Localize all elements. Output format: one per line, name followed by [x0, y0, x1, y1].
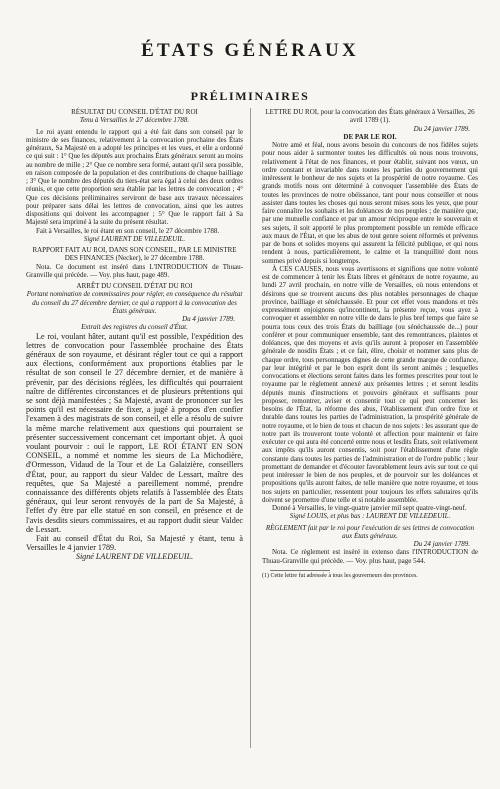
- decree-1-signature: Signé LAURENT DE VILLEDEUIL.: [83, 234, 186, 243]
- reglement-note: Nota. Ce règlement est inséré in extenso dans l'INTRODUCTION de Thuau-Granville qui précède. — Voy. plus haut, page 544.: [262, 548, 478, 565]
- letter-signature: Signé LOUIS, et plus bas : LAURENT DE VILLEDEUIL.: [289, 512, 451, 521]
- arret-subtitle: Portant nomination de commissaires pour régler, en conséquence du résultat du conseil du 27 décembre dernier, ce qui a rapport à la convocation des États généraux.: [26, 290, 243, 315]
- decree-1-closing: Fait à Versailles, le roi étant en son conseil, le 27 décembre 1788.: [36, 226, 220, 235]
- arret-date: Du 4 janvier 1789.: [182, 315, 235, 323]
- arret-extract: Extrait des registres du conseil d'État.: [81, 323, 188, 332]
- letter-by-king: DE PAR LE ROI.: [343, 132, 397, 141]
- arret-heading: ARRÊT DU CONSEIL D'ÉTAT DU ROI: [76, 282, 193, 290]
- column-divider: [250, 108, 251, 748]
- decree-1-body: Le roi ayant entendu le rapport qui a été fait dans son conseil par le ministre de ses finances, relativement à la convocation prochaine des États généraux, Sa Majesté en a adopté les principes et les vues, et elle a ordonné ce qui suit : 1° Que les députés aux prochains États généraux seront au moins au nombre de mille ; 2° Que ce nombre sera formé, autant qu'il sera possible, en raison composée de la population et des contributions de chaque bailliage ; 3° Que le nombre des députés du tiers-état sera égal à celui des deux ordres réunis, et que cette proportion sera établie par les lettres de convocation ; 4° Que ces décisions préliminaires serviront de base aux travaux nécessaires pour préparer sans délai les lettres de convocation, ainsi que les autres dispositions qui doivent les accompagner ; 5° Que le rapport fait à Sa Majesté sera imprimé à la suite du présent résultat.: [26, 127, 243, 227]
- footnote: (1) Cette lettre fut adressée à tous les gouverneurs des provinces.: [262, 572, 418, 579]
- arret-closing: Fait au conseil d'État du Roi, Sa Majesté y étant, tenu à Versailles le 4 janvier 1789.: [26, 533, 243, 553]
- letter-date: Du 24 janvier 1789.: [413, 124, 470, 133]
- arret-body: Le roi, voulant hâter, autant qu'il est possible, l'expédition des lettres de convocation pour l'assemblée prochaine des États généraux de son royaume, et désirant régler tout ce qui a rapport aux élections, conformément aux proportions établies par le résultat de son conseil le 27 décembre dernier, et de manière à prévenir, par des décisions réglées, les difficultés qui pourraient naître de différentes circonstances et de plusieurs prétentions qui se sont déjà manifestées ; Sa Majesté, avant de prononcer sur les points qu'il est nécessaire de fixer, a jugé à propos d'en confier l'examen à des magistrats de son conseil, et elle a résolu de suivre la même marche relativement aux questions qui pourraient se présenter successivement concernant cet important objet. À quoi voulant pourvoir : ouï le rapport, LE ROI ÉTANT EN SON CONSEIL, a nommé et nomme les sieurs de La Michodière, d'Ormesson, Vidaud de la Tour et de La Galaizière, conseillers d'État, pour, au rapport du sieur Valdec de Lessart, maître des requêtes, que Sa Majesté a pareillement nommé, prendre connaissance des différents objets relatifs à l'assemblée des États généraux, qui leur seront renvoyés de la part de Sa Majesté, à l'effet d'y être par elle statué en son conseil, en présence et de l'avis desdits sieurs commissaires, et au rapport dudit sieur Valdec de Lessart.: [26, 331, 243, 534]
- footnote-rule: [270, 570, 330, 571]
- right-column: [262, 108, 478, 580]
- letter-body-1: Notre amé et féal, nous avons besoin du concours de nos fidèles sujets pour nous aider à surmonter toutes les difficultés où nous nous trouvons, relativement à l'état de nos finances, et pour établir, suivant nos vœux, un ordre constant et invariable dans toutes les parties du gouvernement qui intéressent le bonheur de nos sujets et la prospérité de notre royaume. Ces grands motifs nous ont déterminé à convoquer l'assemblée des États de toutes les provinces de notre obéissance, tant pour nous conseiller et nous assister dans toutes les choses qui nous seront mises sous les yeux, que pour faire connaître les souhaits et les doléances de nos peuples ; de manière que, par une mutuelle confiance et par un amour réciproque entre le souverain et ses sujets, il soit apporté le plus promptement possible un remède efficace aux maux de l'État, et que les abus de tout genre soient réformés et prévenus par de bons et solides moyens qui assurent la félicité publique, et qui nous rendent à nous, particulièrement, le calme et la tranquillité dont nous sommes privé depuis si longtemps.: [262, 141, 478, 265]
- report-heading: RAPPORT FAIT AU ROI, DANS SON CONSEIL, PAR LE MINISTRE DES FINANCES (Necker), le 27 décembre 1788.: [32, 246, 237, 263]
- left-column: [26, 108, 243, 562]
- page-title: ÉTATS GÉNÉRAUX: [141, 40, 359, 61]
- arret-signature: Signé LAURENT DE VILLEDEUIL.: [75, 552, 194, 562]
- letter-heading: LETTRE DU ROI, pour la convocation des États généraux à Versailles, 26 avril 1789 (1).: [265, 108, 475, 125]
- decree-1-heading: RÉSULTAT DU CONSEIL D'ÉTAT DU ROI: [71, 108, 198, 116]
- decree-1-date: Tenu à Versailles le 27 décembre 1788.: [79, 116, 190, 125]
- letter-closing: Donné à Versailles, le vingt-quatre janvier mil sept quatre-vingt-neuf.: [272, 504, 467, 512]
- reglement-date: Du 24 janvier 1789.: [413, 540, 470, 548]
- report-note: Nota. Ce document est inséré dans L'INTRODUCTION de Thuau-Granville qui précède. — Voy. plus haut, page 489.: [26, 262, 243, 279]
- section-title: PRÉLIMINAIRES: [190, 89, 310, 103]
- reglement-heading: RÈGLEMENT fait par le roi pour l'exécution de ses lettres de convocation aux États généraux.: [265, 523, 475, 540]
- letter-body-2: À CES CAUSES, nous vous avertissons et signifions que notre volonté est de commencer à tenir les États libres et généraux de notre royaume, au lundi 27 avril prochain, en notre ville de Versailles, où nous entendons et désirons que se trouvent aucuns des plus notables personnages de chaque province, bailliage et sénéchaussée. Et pour cet effet vous mandons et très expressément enjoignons qu'incontinent, la présente reçue, vous ayez à convoquer et assembler en notre ville de dans le plus bref temps que faire se pourra tous ceux des trois États du bailliage (ou sénéchaussée de...) pour conférer et pour communiquer ensemble, tant des remontrances, plaintes et doléances, que des moyens et avis qu'ils auront à proposer en l'assemblée générale de nosdits États ; et ce fait, élire, choisir et nommer sans plus de chaque ordre, tous personnages dignes de cette grande marque de confiance, par leur intégrité et par le bon esprit dont ils seront animés ; lesquelles convocations et élections seront faites dans les formes prescrites pour tout le royaume par le règlement annexé aux présentes lettres ; et seront lesdits députés munis d'instructions et pouvoirs généraux et suffisants pour proposer, remontrer, aviser et consentir tout ce qui peut concerner les besoins de l'État, la réforme des abus, l'établissement d'un ordre fixe et durable dans toutes les parties de l'administration, la prospérité générale de notre royaume, et le bien de tous et chacun de nos sujets : les assurant que de notre part ils trouveront toute volonté et affection pour maintenir et faire exécuter ce qui aura été concerté entre nous et lesdits États, soit relativement aux impôts qu'ils auront consentis, soit pour l'établissement d'une règle constante dans toutes les parties de l'administration et de l'ordre public ; leur promettant de demander et d'écouter favorablement leurs avis sur tout ce qui peut intéresser le bien de nos peuples, et de pourvoir sur les doléances et propositions qu'ils auront faites, de telle manière que notre royaume, et tous nos sujets en particulier, ressentent pour toujours les effets salutaires qu'ils doivent se promettre d'une telle et si notable assemblée.: [262, 264, 478, 504]
